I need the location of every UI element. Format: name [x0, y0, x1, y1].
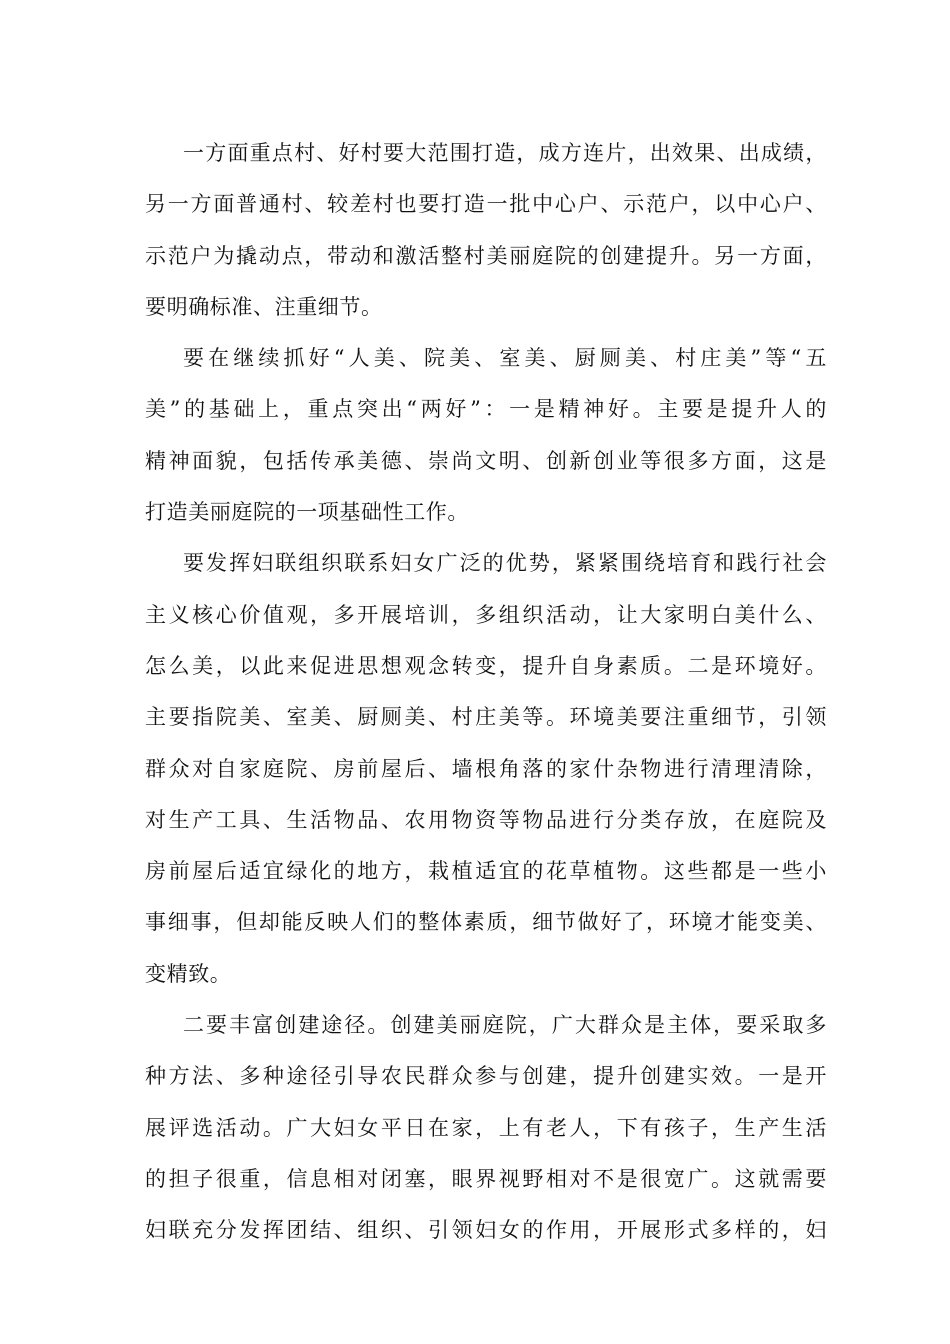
paragraph-4-line-4: 的担子很重，信息相对闭塞，眼界视野相对不是很宽广。这就需要 — [145, 1166, 827, 1191]
paragraph-4-line-1: 二要丰富创建途径。创建美丽庭院，广大群众是主体，要采取多 — [183, 1013, 827, 1038]
paragraph-3-line-1: 要发挥妇联组织联系妇女广泛的优势，紧紧围绕培育和践行社会 — [183, 551, 827, 576]
paragraph-3-line-2: 主义核心价值观，多开展培训，多组织活动，让大家明白美什么、 — [145, 602, 827, 627]
paragraph-1-line-3: 示范户为撬动点，带动和激活整村美丽庭院的创建提升。另一方面， — [145, 243, 827, 268]
paragraph-3-line-5: 群众对自家庭院、房前屋后、墙根角落的家什杂物进行清理清除， — [145, 756, 827, 781]
paragraph-4-line-5: 妇联充分发挥团结、组织、引领妇女的作用，开展形式多样的，妇 — [145, 1218, 827, 1243]
document-body — [145, 128, 827, 1257]
paragraph-4-line-2: 种方法、多种途径引导农民群众参与创建，提升创建实效。一是开 — [145, 1064, 827, 1089]
paragraph-3-line-9: 变精致。 — [145, 961, 232, 986]
paragraph-2-line-1: 要在继续抓好“人美、院美、室美、厨厕美、村庄美”等“五 — [183, 346, 827, 371]
paragraph-3-line-7: 房前屋后适宜绿化的地方，栽植适宜的花草植物。这些都是一些小 — [145, 859, 827, 884]
paragraph-3-line-4: 主要指院美、室美、厨厕美、村庄美等。环境美要注重细节，引领 — [145, 705, 827, 730]
paragraph-2-line-2: 美”的基础上，重点突出“两好”：一是精神好。主要是提升人的 — [145, 397, 827, 422]
paragraph-2-line-3: 精神面貌，包括传承美德、崇尚文明、创新创业等很多方面，这是 — [145, 448, 827, 473]
paragraph-3-line-6: 对生产工具、生活物品、农用物资等物品进行分类存放，在庭院及 — [145, 807, 827, 832]
paragraph-4-line-3: 展评选活动。广大妇女平日在家，上有老人，下有孩子，生产生活 — [145, 1115, 827, 1140]
paragraph-2-line-4: 打造美丽庭院的一项基础性工作。 — [145, 500, 469, 525]
paragraph-1-line-4: 要明确标准、注重细节。 — [145, 294, 383, 319]
paragraph-1-line-2: 另一方面普通村、较差村也要打造一批中心户、示范户，以中心户、 — [145, 192, 827, 217]
paragraph-3-line-8: 事细事，但却能反映人们的整体素质，细节做好了，环境才能变美、 — [145, 910, 827, 935]
paragraph-3-line-3: 怎么美，以此来促进思想观念转变，提升自身素质。二是环境好。 — [145, 653, 827, 678]
paragraph-1-line-1: 一方面重点村、好村要大范围打造，成方连片，出效果、出成绩， — [183, 141, 827, 165]
